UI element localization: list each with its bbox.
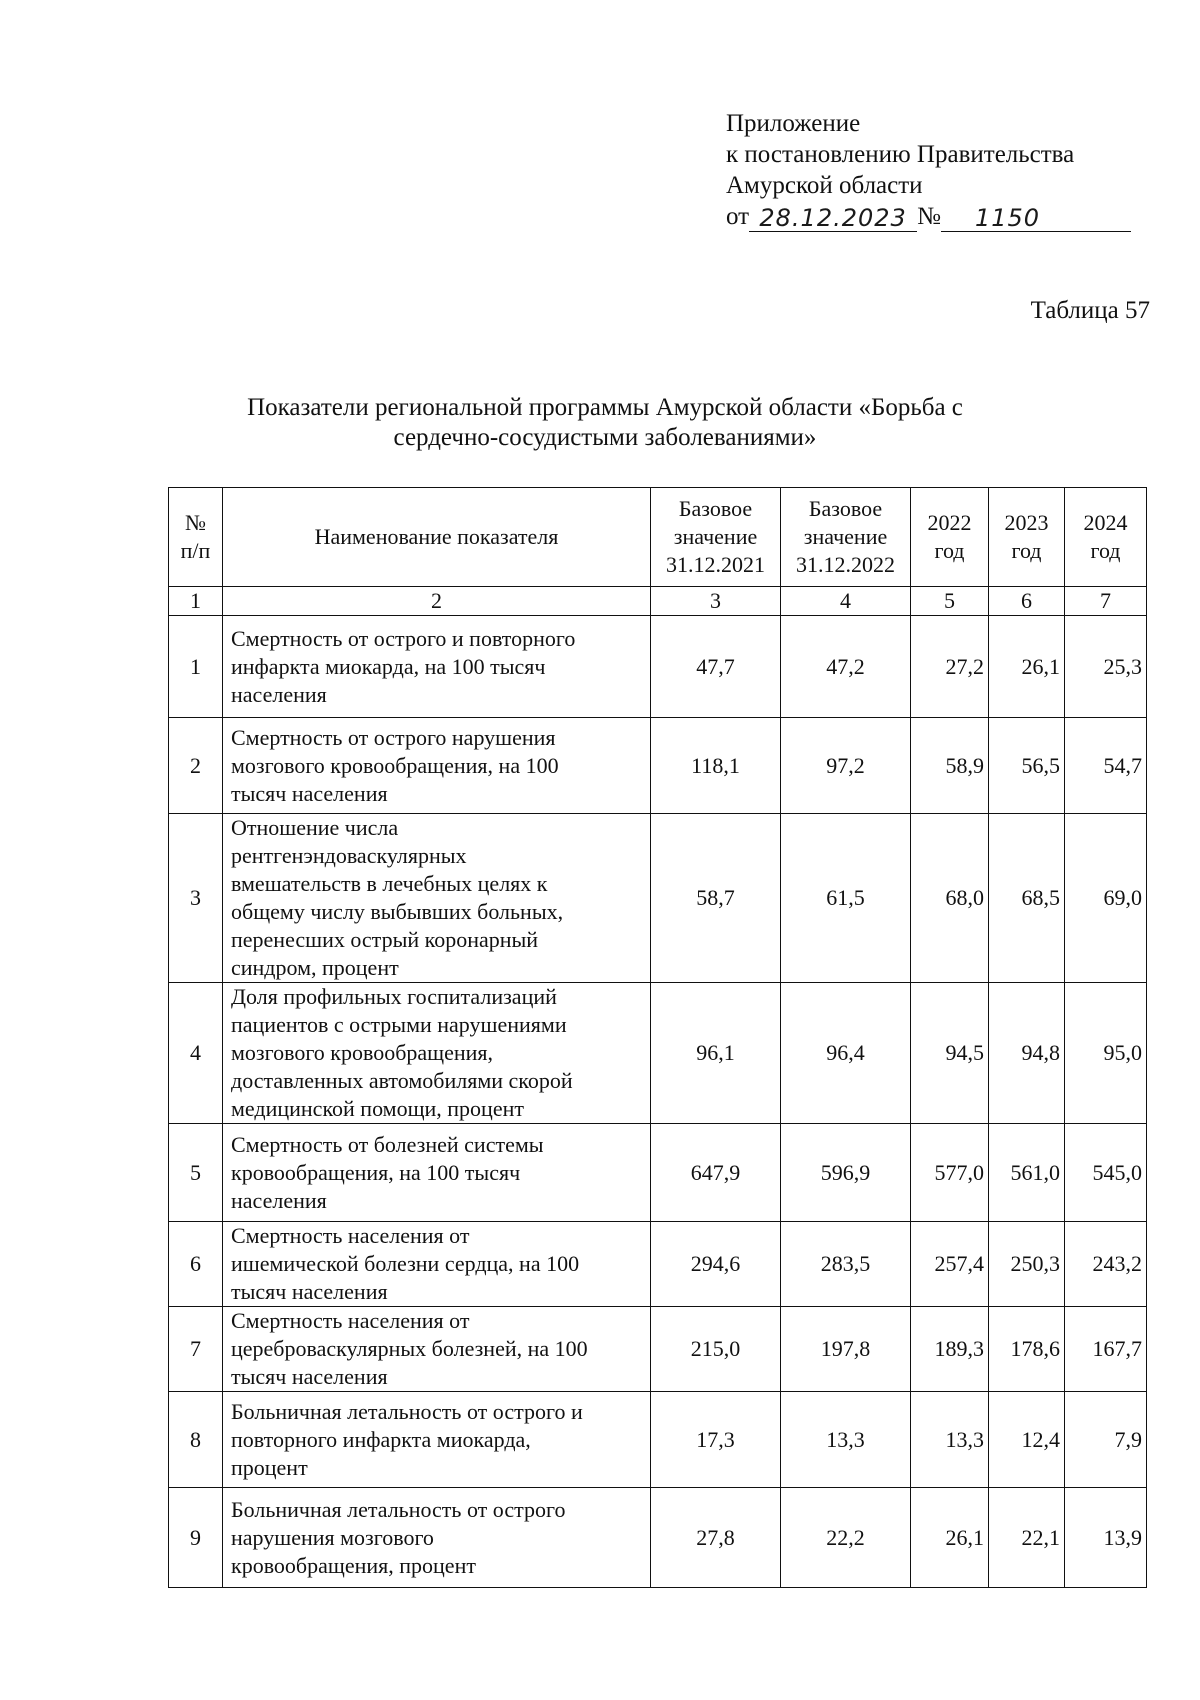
indicator-name-line: тысяч населения bbox=[231, 1279, 388, 1304]
indicator-name bbox=[223, 1124, 651, 1222]
col-header-2022: 2022 год bbox=[911, 488, 989, 587]
value-2023: 561,0 bbox=[989, 1124, 1065, 1222]
handwritten-number: 1150 bbox=[941, 205, 1131, 232]
value-base-2021: 27,8 bbox=[651, 1488, 781, 1588]
col-header-2024: 2024 год bbox=[1065, 488, 1147, 587]
column-number: 6 bbox=[989, 587, 1065, 616]
table-number-label: Таблица 57 bbox=[1030, 297, 1150, 324]
value-2023: 178,6 bbox=[989, 1307, 1065, 1392]
indicator-name-line: тысяч населения bbox=[231, 780, 388, 806]
col-header-indicator-name: Наименование показателя bbox=[223, 488, 651, 587]
value-base-2021: 96,1 bbox=[651, 983, 781, 1124]
value-base-2021: 294,6 bbox=[651, 1222, 781, 1307]
value-2022: 26,1 bbox=[911, 1488, 989, 1588]
table-row bbox=[169, 1222, 1147, 1307]
indicator-name-line: Смертность от острого нарушения bbox=[231, 724, 556, 750]
indicator-name bbox=[223, 718, 651, 814]
value-2023: 22,1 bbox=[989, 1488, 1065, 1588]
indicator-name-line: Смертность от болезней системы bbox=[231, 1131, 544, 1157]
title-line-1: Показатели региональной программы Амурской области «Борьба с bbox=[247, 394, 963, 421]
value-2022: 13,3 bbox=[911, 1392, 989, 1488]
indicator-name-line: цереброваскулярных болезней, на 100 bbox=[231, 1336, 588, 1361]
value-2024: 167,7 bbox=[1065, 1307, 1147, 1392]
table-row bbox=[169, 1488, 1147, 1588]
indicator-name-line: населения bbox=[231, 681, 327, 707]
value-2024: 54,7 bbox=[1065, 718, 1147, 814]
column-number: 7 bbox=[1065, 587, 1147, 616]
value-base-2021: 17,3 bbox=[651, 1392, 781, 1488]
table-row bbox=[169, 616, 1147, 718]
appendix-line-1: Приложение bbox=[726, 110, 861, 137]
value-base-2021: 118,1 bbox=[651, 718, 781, 814]
row-number: 9 bbox=[169, 1488, 223, 1588]
row-number: 6 bbox=[169, 1222, 223, 1307]
indicator-name bbox=[223, 1488, 651, 1588]
resolution-date-number bbox=[726, 201, 1131, 232]
title-line-2: сердечно-сосудистыми заболеваниями» bbox=[393, 424, 817, 451]
value-2024: 95,0 bbox=[1065, 983, 1147, 1124]
indicator-name bbox=[223, 814, 651, 983]
indicator-name-line: Отношение числа bbox=[231, 815, 399, 840]
table-row bbox=[169, 718, 1147, 814]
col-header-2023: 2023 год bbox=[989, 488, 1065, 587]
indicator-name-line: общему числу выбывших больных, bbox=[231, 899, 564, 924]
indicator-name-line: ишемической болезни сердца, на 100 bbox=[231, 1251, 580, 1276]
indicator-name-line: Больничная летальность от острого и bbox=[231, 1398, 583, 1424]
row-number: 7 bbox=[169, 1307, 223, 1392]
table-body bbox=[169, 616, 1147, 1588]
value-2022: 189,3 bbox=[911, 1307, 989, 1392]
table-row bbox=[169, 983, 1147, 1124]
value-2023: 12,4 bbox=[989, 1392, 1065, 1488]
appendix-line-3: Амурской области bbox=[726, 172, 923, 199]
value-2022: 94,5 bbox=[911, 983, 989, 1124]
row-number: 8 bbox=[169, 1392, 223, 1488]
row-number: 3 bbox=[169, 814, 223, 983]
table-row bbox=[169, 814, 1147, 983]
indicator-name-line: Доля профильных госпитализаций bbox=[231, 984, 557, 1009]
indicator-name-line: инфаркта миокарда, на 100 тысяч bbox=[231, 653, 546, 679]
value-2024: 545,0 bbox=[1065, 1124, 1147, 1222]
indicators-table bbox=[168, 487, 1147, 1588]
value-base-2021: 47,7 bbox=[651, 616, 781, 718]
value-2024: 243,2 bbox=[1065, 1222, 1147, 1307]
column-number: 4 bbox=[781, 587, 911, 616]
value-2023: 56,5 bbox=[989, 718, 1065, 814]
col-header-base-2022: Базовое значение 31.12.2022 bbox=[781, 488, 911, 587]
indicator-name-line: кровообращения, процент bbox=[231, 1552, 476, 1578]
indicator-name bbox=[223, 983, 651, 1124]
value-base-2022: 47,2 bbox=[781, 616, 911, 718]
value-2023: 94,8 bbox=[989, 983, 1065, 1124]
value-base-2022: 13,3 bbox=[781, 1392, 911, 1488]
value-2022: 68,0 bbox=[911, 814, 989, 983]
column-number: 5 bbox=[911, 587, 989, 616]
table-row bbox=[169, 1392, 1147, 1488]
indicator-name bbox=[223, 1392, 651, 1488]
value-base-2021: 215,0 bbox=[651, 1307, 781, 1392]
indicator-name-line: нарушения мозгового bbox=[231, 1524, 434, 1550]
indicator-name bbox=[223, 1307, 651, 1392]
indicator-name-line: Смертность населения от bbox=[231, 1308, 470, 1333]
value-base-2022: 283,5 bbox=[781, 1222, 911, 1307]
value-2023: 68,5 bbox=[989, 814, 1065, 983]
value-base-2021: 647,9 bbox=[651, 1124, 781, 1222]
value-2024: 69,0 bbox=[1065, 814, 1147, 983]
indicator-name-line: синдром, процент bbox=[231, 955, 399, 980]
column-numbers-row bbox=[169, 587, 1147, 616]
date-prefix: от bbox=[726, 203, 750, 230]
indicator-name-line: населения bbox=[231, 1187, 327, 1213]
value-base-2022: 22,2 bbox=[781, 1488, 911, 1588]
column-number: 3 bbox=[651, 587, 781, 616]
col-header-base-2021: Базовое значение 31.12.2021 bbox=[651, 488, 781, 587]
indicator-name-line: Смертность от острого и повторного bbox=[231, 625, 576, 651]
indicator-name-line: процент bbox=[231, 1454, 308, 1480]
table-row bbox=[169, 1307, 1147, 1392]
column-number: 2 bbox=[223, 587, 651, 616]
table-row bbox=[169, 1124, 1147, 1222]
indicator-name bbox=[223, 616, 651, 718]
table-header-row bbox=[169, 488, 1147, 587]
value-2024: 13,9 bbox=[1065, 1488, 1147, 1588]
indicator-name-line: мозгового кровообращения, bbox=[231, 1040, 494, 1065]
value-2024: 7,9 bbox=[1065, 1392, 1147, 1488]
value-2023: 250,3 bbox=[989, 1222, 1065, 1307]
row-number: 2 bbox=[169, 718, 223, 814]
appendix-line-2: к постановлению Правительства bbox=[726, 141, 1075, 168]
indicator-name-line: медицинской помощи, процент bbox=[231, 1096, 524, 1121]
row-number: 4 bbox=[169, 983, 223, 1124]
indicator-name-line: рентгенэндоваскулярных bbox=[231, 843, 467, 868]
value-2022: 58,9 bbox=[911, 718, 989, 814]
value-base-2022: 197,8 bbox=[781, 1307, 911, 1392]
col-header-number: № п/п bbox=[169, 488, 223, 587]
indicator-name bbox=[223, 1222, 651, 1307]
indicator-name-line: мозгового кровообращения, на 100 bbox=[231, 752, 559, 778]
row-number: 5 bbox=[169, 1124, 223, 1222]
value-base-2022: 596,9 bbox=[781, 1124, 911, 1222]
indicator-name-line: вмешательств в лечебных целях к bbox=[231, 871, 548, 896]
value-2022: 577,0 bbox=[911, 1124, 989, 1222]
value-base-2022: 96,4 bbox=[781, 983, 911, 1124]
appendix-block bbox=[726, 108, 1131, 232]
indicator-name-line: Больничная летальность от острого bbox=[231, 1496, 566, 1522]
value-base-2022: 61,5 bbox=[781, 814, 911, 983]
value-2022: 257,4 bbox=[911, 1222, 989, 1307]
value-2024: 25,3 bbox=[1065, 616, 1147, 718]
indicator-name-line: тысяч населения bbox=[231, 1364, 388, 1389]
handwritten-date: 28.12.2023 bbox=[749, 205, 917, 232]
row-number: 1 bbox=[169, 616, 223, 718]
indicator-name-line: повторного инфаркта миокарда, bbox=[231, 1426, 531, 1452]
indicator-name-line: кровообращения, на 100 тысяч bbox=[231, 1159, 521, 1185]
document-title bbox=[150, 393, 1060, 453]
column-number: 1 bbox=[169, 587, 223, 616]
indicator-name-line: пациентов с острыми нарушениями bbox=[231, 1012, 567, 1037]
value-2023: 26,1 bbox=[989, 616, 1065, 718]
value-base-2022: 97,2 bbox=[781, 718, 911, 814]
indicator-name-line: доставленных автомобилями скорой bbox=[231, 1068, 573, 1093]
indicator-name-line: перенесших острый коронарный bbox=[231, 927, 539, 952]
value-base-2021: 58,7 bbox=[651, 814, 781, 983]
number-prefix: № bbox=[917, 203, 941, 230]
indicator-name-line: Смертность населения от bbox=[231, 1223, 470, 1248]
value-2022: 27,2 bbox=[911, 616, 989, 718]
